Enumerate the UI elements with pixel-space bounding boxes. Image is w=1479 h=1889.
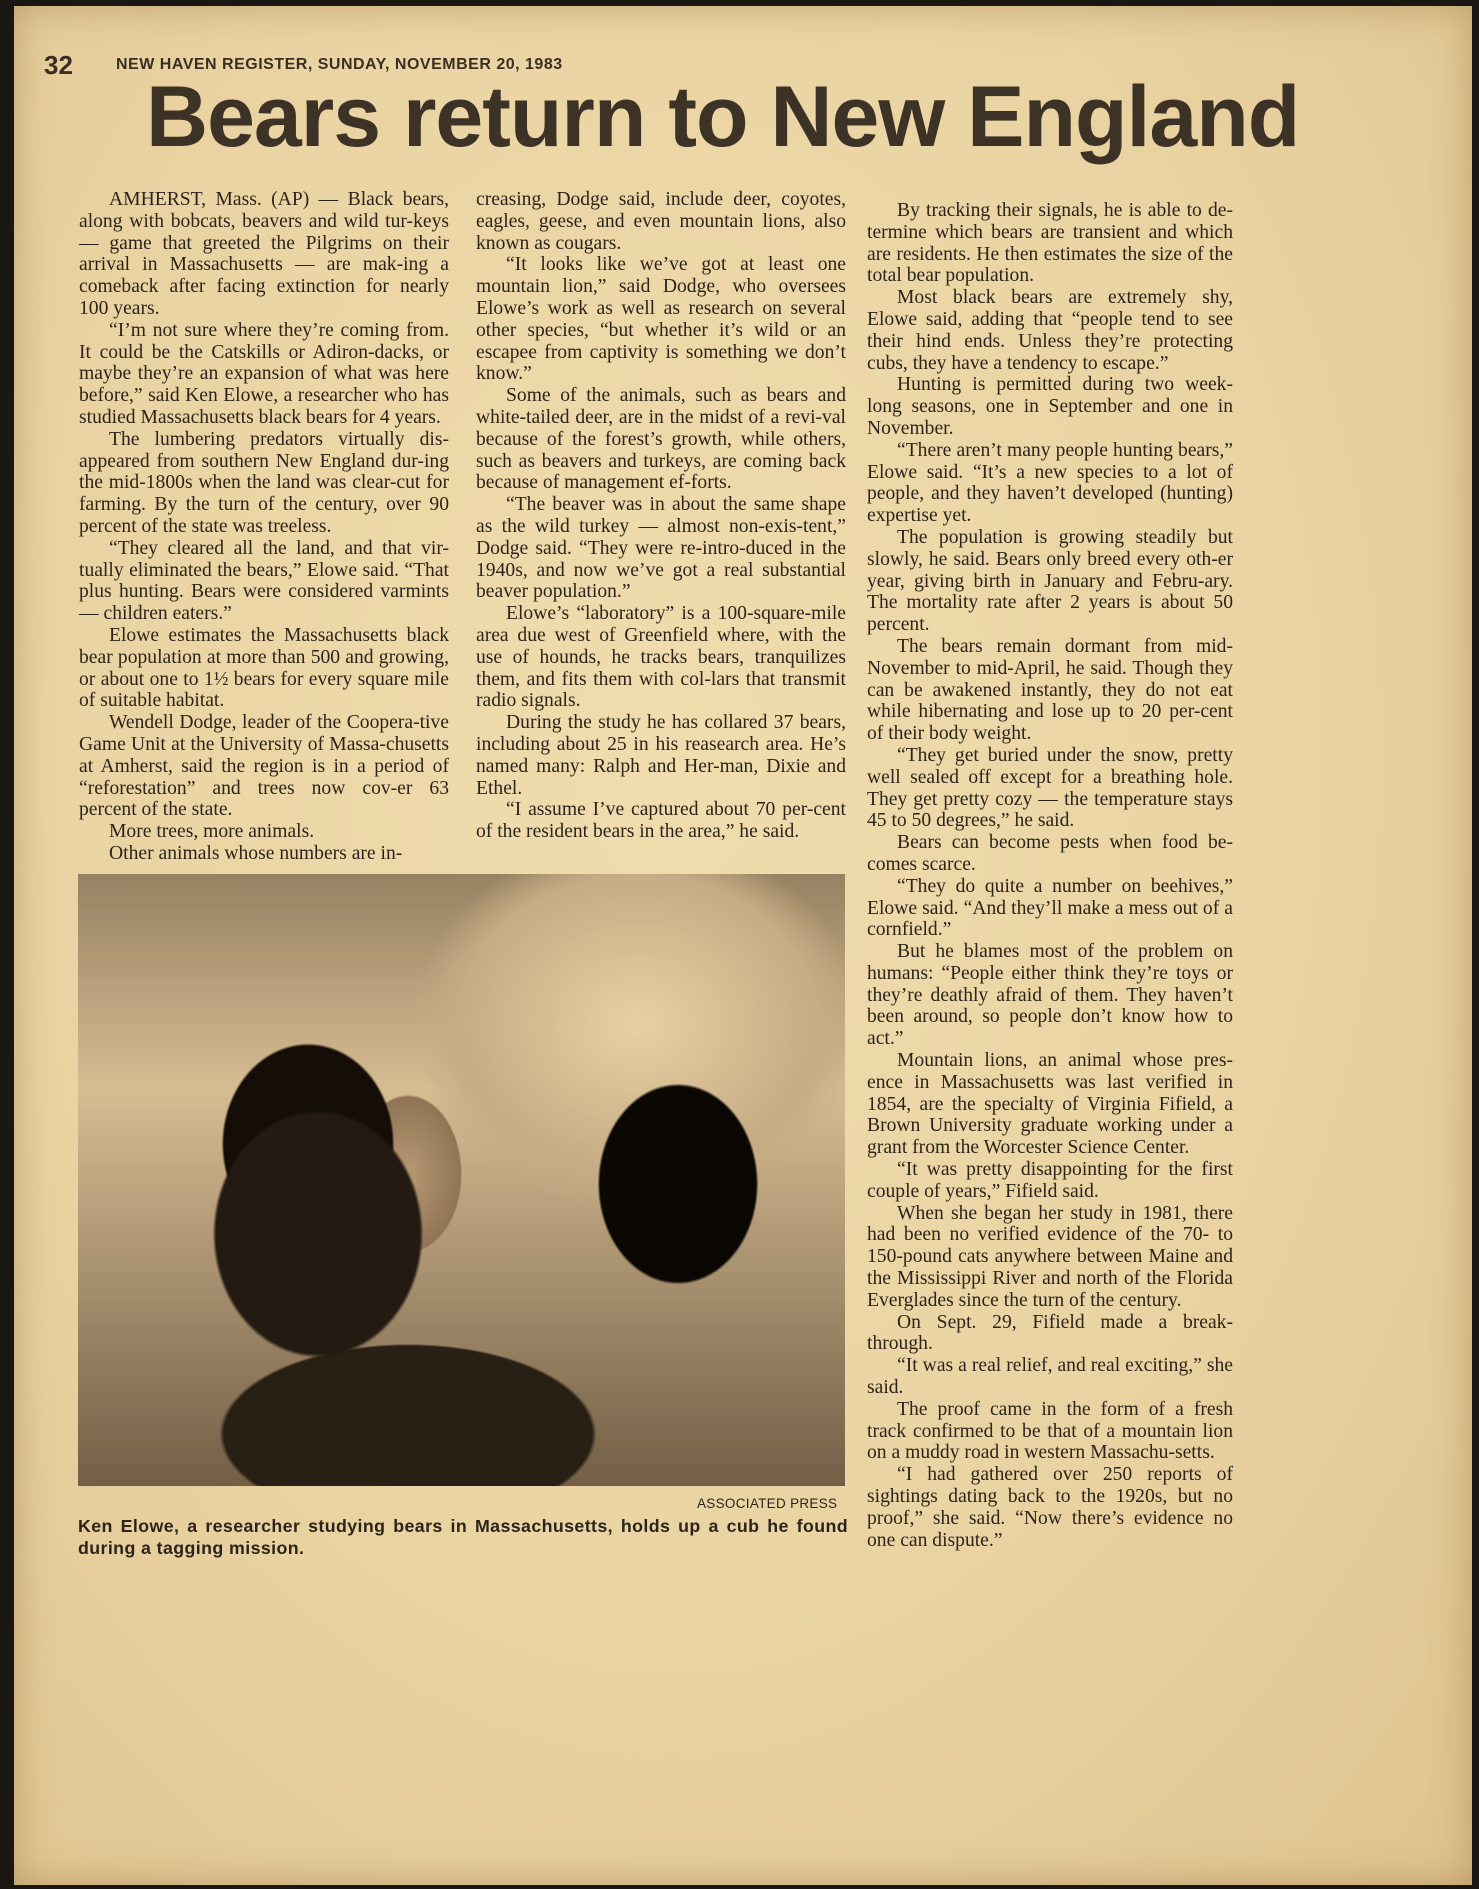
paragraph: “It was a real relief, and real exciting,” she said. (867, 1355, 1233, 1399)
article-column-1 (79, 189, 449, 865)
paragraph: Bears can become pests when food be-comes scarce. (867, 832, 1233, 875)
paragraph: creasing, Dodge said, include deer, coyotes, eagles, geese, and even mountain lions, also known as cougars. (476, 189, 846, 254)
paragraph: Hunting is permitted during two week-long seasons, one in September and one in November. (867, 374, 1233, 439)
page-number: 32 (44, 50, 73, 80)
paragraph: “I assume I’ve captured about 70 per-cent of the resident bears in the area,” he said. (476, 799, 846, 843)
paragraph: “They get buried under the snow, pretty well sealed off except for a breathing hole. They get pretty cozy — the temperature stays 45 to 50 degrees,” he said. (867, 744, 1233, 832)
photo-credit: ASSOCIATED PRESS (697, 1496, 838, 1511)
paragraph: “I had gathered over 250 reports of sightings dating back to the 1920s, but no proof,” she said. “Now there’s evidence no one can dispute.” (867, 1464, 1233, 1551)
paragraph: “They cleared all the land, and that vir-tually eliminated the bears,” Elowe said. “That plus hunting. Bears were considered varmints — children eaters.” (79, 537, 449, 625)
paragraph: The proof came in the form of a fresh track confirmed to be that of a mountain lion on a muddy road in western Massachu-setts. (867, 1398, 1233, 1464)
newspaper-clipping (14, 6, 1472, 1885)
paragraph: AMHERST, Mass. (AP) — Black bears, along with bobcats, beavers and wild tur-keys — game that greeted the Pilgrims on their arrival in Massachusetts — are mak-ing a comeback after facing extinction for nearly 100 years. (79, 189, 449, 319)
paragraph: When she began her study in 1981, there had been no verified evidence of the 70- to 150-pound cats anywhere between Maine and the Mississippi River and north of the Florida Everglades since the turn of the century. (867, 1202, 1233, 1311)
paragraph: During the study he has collared 37 bears, including about 25 in his reasearch area. He’s named many: Ralph and Her-man, Dixie and Ethel. (476, 712, 846, 799)
paragraph: The lumbering predators virtually dis-appeared from southern New England dur-ing the mid-1800s when the land was clear-cut for farming. By the turn of the century, over 90 percent of the state was treeless. (79, 428, 449, 537)
paragraph: But he blames most of the problem on humans: “People either think they’re toys or they’re deathly afraid of them. They haven’t been around, so people don’t know how to act.” (867, 941, 1233, 1050)
paragraph: Most black bears are extremely shy, Elowe said, adding that “people tend to see their hind ends. Unless they’re protecting cubs, they have a tendency to escape.” (867, 287, 1233, 374)
paragraph: “I’m not sure where they’re coming from. It could be the Catskills or Adiron-dacks, or maybe they’re an expansion of what was here before,” said Ken Elowe, a researcher who has studied Massachusetts black bears for 4 years. (79, 319, 449, 428)
paragraph: Mountain lions, an animal whose pres-ence in Massachusetts was last verified in 1854, are the specialty of Virginia Fifield, a Brown University graduate working under a grant from the Worcester Science Center. (867, 1050, 1233, 1159)
article-column-3 (867, 200, 1233, 1551)
paragraph: “The beaver was in about the same shape as the wild turkey — almost non-exis-tent,” Dodge said. “They were re-intro-duced in the 1940s, and now we’ve got a real substantial beaver population.” (476, 494, 846, 603)
paragraph: “There aren’t many people hunting bears,” Elowe said. “It’s a new species to a lot of people, and they haven’t developed (hunting) expertise yet. (867, 439, 1233, 527)
photo-caption: Ken Elowe, a researcher studying bears in Massachusetts, holds up a cub he found during a tagging mission. (78, 1516, 848, 1558)
paragraph: On Sept. 29, Fifield made a break-through. (867, 1311, 1233, 1355)
paragraph: The bears remain dormant from mid-November to mid-April, he said. Though they can be awakened instantly, they do not eat while hibernating and lose up to 20 per-cent of their body weight. (867, 635, 1233, 745)
paragraph: “It was pretty disappointing for the first couple of years,” Fifield said. (867, 1159, 1233, 1202)
paragraph: Some of the animals, such as bears and white-tailed deer, are in the midst of a revi-val because of the forest’s growth, while others, such as beavers and turkeys, are coming back because of management ef-forts. (476, 385, 846, 494)
headline: Bears return to New England (146, 69, 1300, 165)
paragraph: More trees, more animals. (109, 821, 315, 843)
paragraph: “They do quite a number on beehives,” Elowe said. “And they’ll make a mess out of a cornfield.” (867, 875, 1233, 941)
paragraph: By tracking their signals, he is able to de-termine which bears are transient and which are residents. He then estimates the size of the total bear population. (867, 200, 1233, 287)
paragraph: Elowe’s “laboratory” is a 100-square-mile area due west of Greenfield where, with the use of hounds, he tracks bears, tranquilizes them, and fits them with col-lars that transmit radio signals. (476, 603, 846, 712)
paragraph: Other animals whose numbers are in- (109, 842, 403, 864)
news-photo (78, 874, 845, 1486)
paragraph: Wendell Dodge, leader of the Coopera-tive Game Unit at the University of Massa-chusetts at Amherst, said the region is in a period of “reforestation” and trees now cov-er 63 percent of the state. (79, 712, 449, 821)
paragraph: “It looks like we’ve got at least one mountain lion,” said Dodge, who oversees Elowe’s work as well as research on several other species, “but whether it’s wild or an escapee from captivity is something we don’t know.” (476, 254, 846, 385)
article-column-2 (476, 189, 846, 843)
paragraph: The population is growing steadily but slowly, he said. Bears only breed every oth-er year, giving birth in January and Febru-ary. The mortality rate after 2 years is about 50 percent. (867, 526, 1233, 636)
dateline: NEW HAVEN REGISTER, SUNDAY, NOVEMBER 20, 1983 (116, 56, 563, 73)
paragraph: Elowe estimates the Massachusetts black bear population at more than 500 and growing, or about one to 1½ bears for every square mile of suitable habitat. (79, 624, 449, 712)
